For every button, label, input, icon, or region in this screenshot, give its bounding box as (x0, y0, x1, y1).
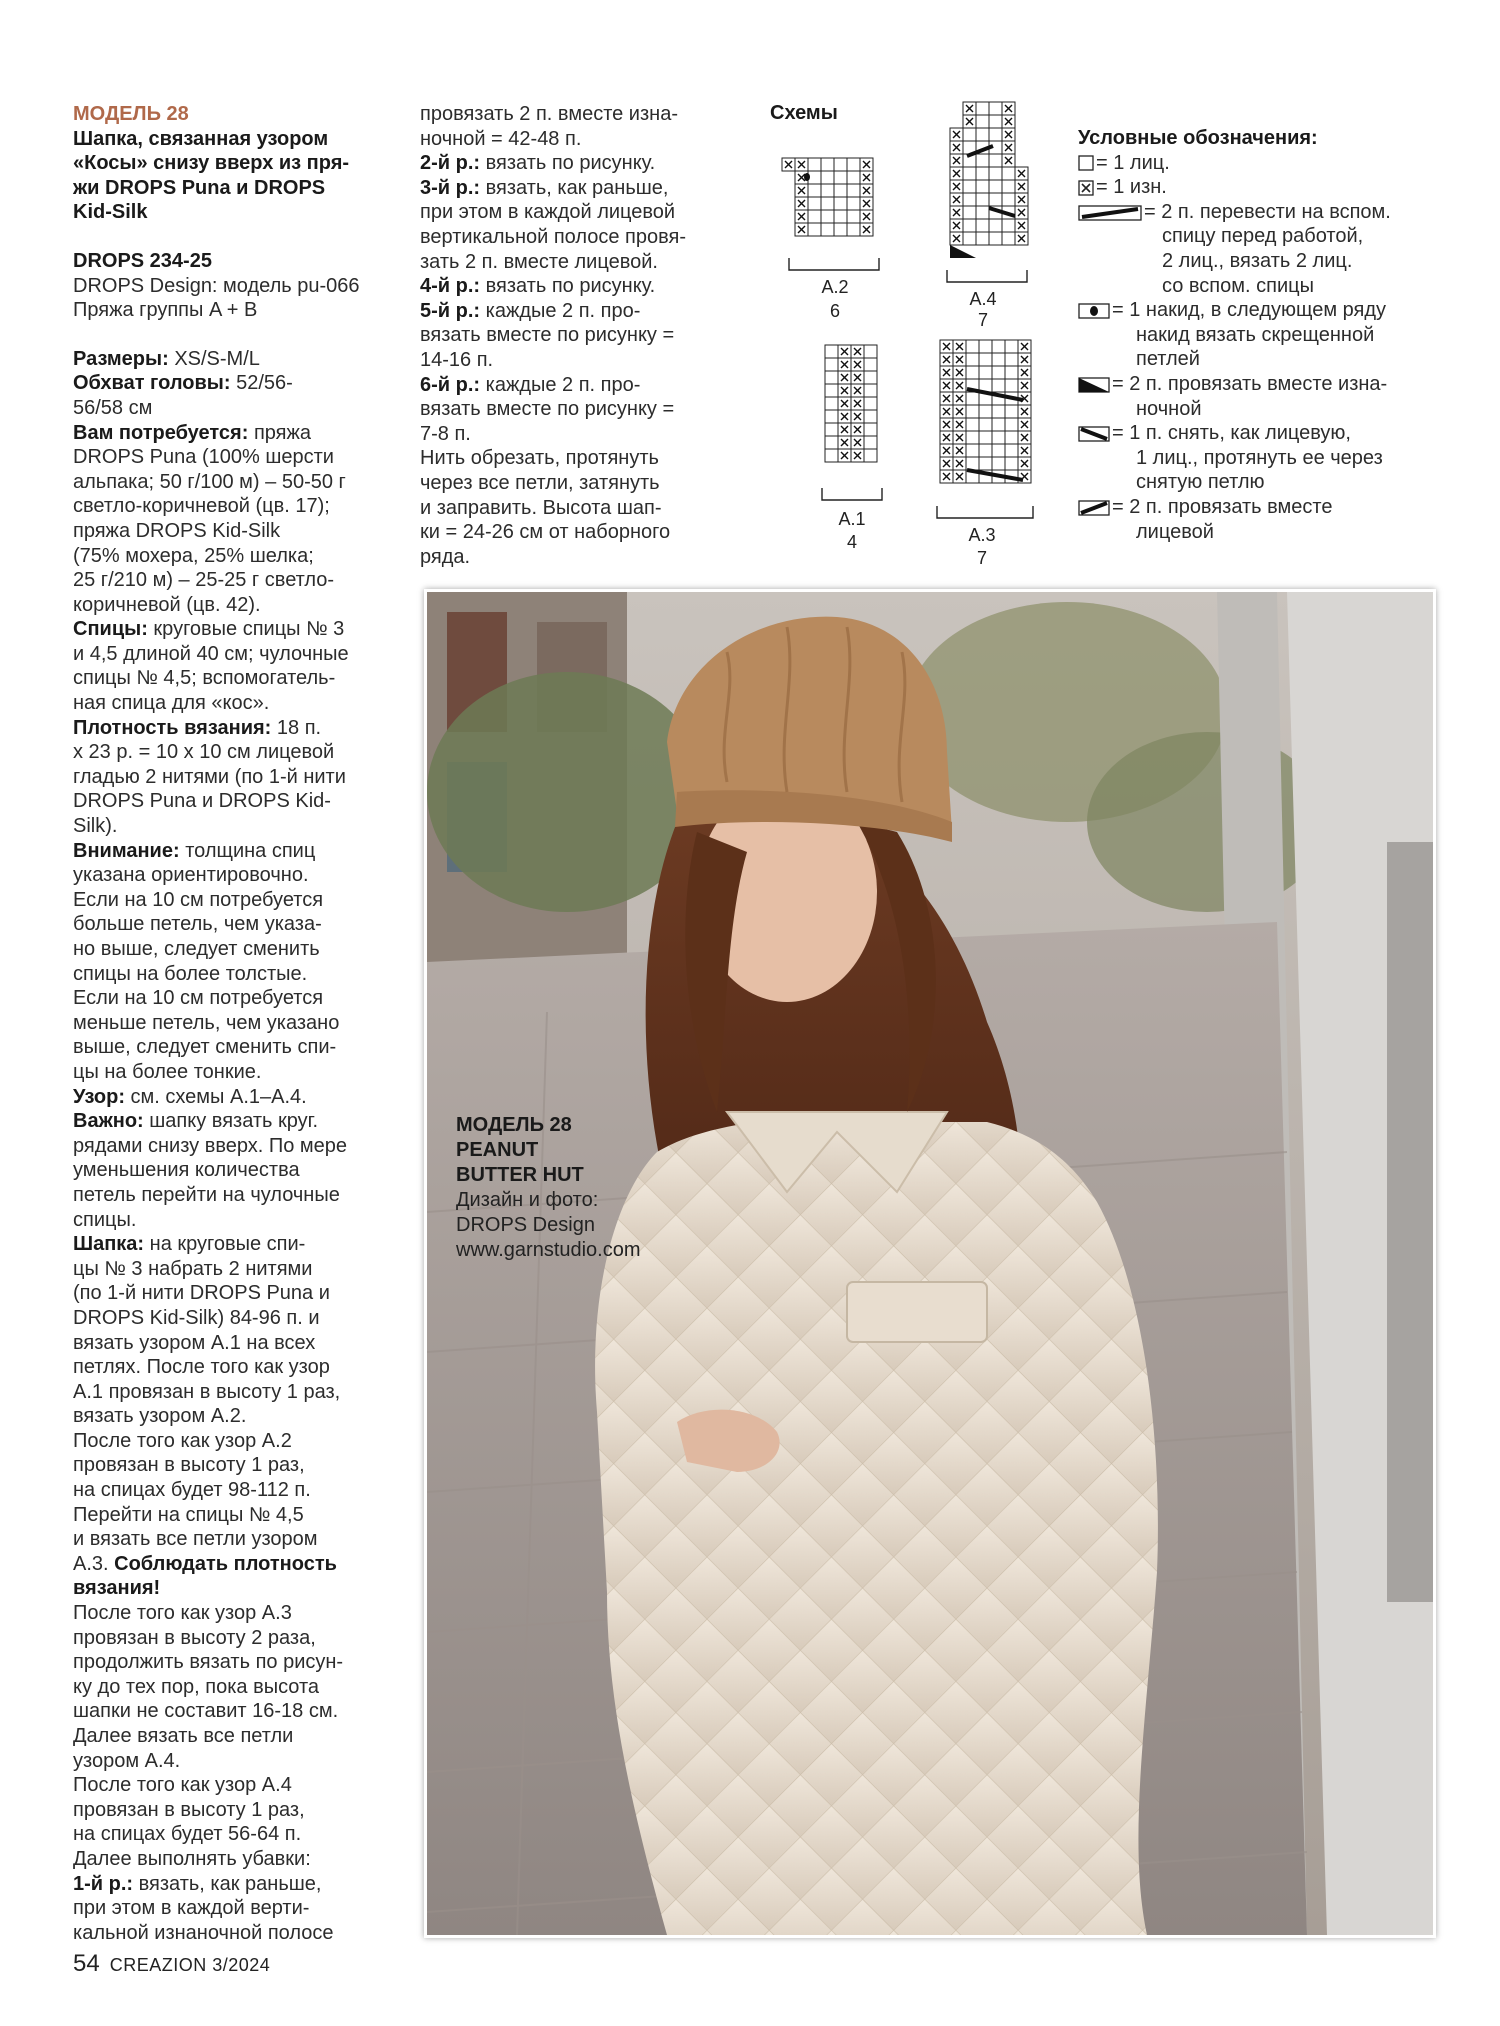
row4-text: вязать по рисунку. (480, 275, 656, 298)
charts-layer (782, 102, 1033, 518)
row5-text: 14-16 п. (420, 348, 494, 371)
after-text: После того как узор A.3 (73, 1602, 292, 1625)
attention-text: выше, следует сменить спи- (73, 1036, 337, 1059)
need-text: альпака; 50 г/100 м) – 50-50 г (73, 470, 346, 493)
chart-a4-mid (950, 128, 1015, 167)
pattern-label: Узор: (73, 1085, 125, 1108)
instructions-column-2 (420, 102, 720, 569)
chart-a3-name: A.3 (968, 525, 996, 545)
need-text: пряжа DROPS Kid-Silk (73, 519, 281, 542)
caption-credit: Дизайн и фото: (456, 1189, 599, 1211)
legend-text: = 1 накид, в следующем ряду (1112, 299, 1387, 322)
cable-symbol-icon (1078, 205, 1142, 221)
finish-text: через все петли, затянуть (420, 471, 660, 494)
caption-website: www.garnstudio.com (456, 1239, 641, 1261)
hat-label: Шапка: (73, 1233, 145, 1256)
need-text: пряжа (248, 421, 312, 444)
magazine-issue: CREAZION 3/2024 (109, 1955, 271, 1975)
need-text: коричневой (цв. 42). (73, 593, 261, 616)
attention-text: Если на 10 см потребуется (73, 987, 324, 1010)
yarn-over-symbol-icon (1078, 303, 1110, 319)
attention-text: толщина спиц (179, 839, 316, 862)
row1-label: 1-й р.: (73, 1872, 134, 1895)
legend (1078, 126, 1438, 544)
photo-caption (456, 1113, 641, 1263)
chart-a3-count: 7 (976, 548, 988, 568)
chart-a2-count: 6 (829, 301, 841, 321)
after-text: шапки не составит 16-18 см. (73, 1700, 339, 1723)
row2-text: вязать по рисунку. (480, 152, 656, 175)
legend-text: петлей (1136, 348, 1200, 371)
needles-text: ная спица для «кос». (73, 692, 270, 715)
yarn-group: Пряжа группы A + B (73, 299, 258, 322)
need-text: (75% мохера, 25% шелка; (73, 544, 314, 567)
pattern-title-line: Шапка, связанная узором (73, 127, 329, 150)
chart-a4-bot (950, 167, 1028, 245)
pattern-title-line: Kid-Silk (73, 201, 148, 224)
row5-text: каждые 2 п. про- (480, 299, 641, 322)
density-label: Плотность вязания: (73, 716, 272, 739)
row3-label: 3-й р.: (420, 176, 481, 199)
legend-purl (1078, 175, 1438, 200)
legend-text: 1 лиц., протянуть ее через (1136, 446, 1383, 469)
after-text: Далее выполнять убавки: (73, 1847, 311, 1870)
k2tog-symbol-icon (1078, 500, 1110, 516)
legend-text: = 2 п. провязать вместе изна- (1112, 372, 1388, 395)
need-text: 25 г/210 м) – 25-25 г светло- (73, 569, 335, 592)
legend-text: = 1 п. снять, как лицевую, (1112, 422, 1351, 445)
skpo-symbol-icon (1078, 426, 1110, 442)
head-value: 56/58 см (73, 396, 153, 419)
row3-text: зать 2 п. вместе лицевой. (420, 250, 658, 273)
after-text: ку до тех пор, пока высота (73, 1675, 320, 1698)
hat-text: После того как узор A.2 (73, 1429, 292, 1452)
important-text: спицы. (73, 1208, 137, 1231)
legend-text: = 2 п. провязать вместе (1112, 495, 1333, 518)
caption-model: МОДЕЛЬ 28 (456, 1114, 572, 1136)
model-label: МОДЕЛЬ 28 (73, 103, 189, 125)
pattern-text: см. схемы A.1–A.4. (124, 1085, 307, 1108)
chart-a1-count: 4 (846, 532, 858, 552)
caption-credit: DROPS Design (456, 1214, 595, 1236)
legend-cable (1078, 200, 1438, 298)
caption-name: PEANUT (456, 1139, 539, 1161)
row5-label: 5-й р.: (420, 299, 481, 322)
row6-text: 7-8 п. (420, 422, 471, 445)
needles-text: спицы № 4,5; вспомогатель- (73, 667, 336, 690)
knitting-charts (765, 100, 1065, 580)
row1-text: кальной изнаночной полосе (73, 1921, 334, 1944)
chart-a2-extra (782, 158, 795, 171)
sizes-label: Размеры: (73, 347, 169, 370)
density-warning: вязания! (73, 1577, 161, 1600)
row1-text: вязать, как раньше, (133, 1872, 322, 1895)
after-text: провязан в высоту 1 раз, (73, 1798, 305, 1821)
legend-text: 2 лиц., вязать 2 лиц. (1162, 249, 1353, 272)
attention-text: больше петель, чем указа- (73, 913, 322, 936)
pattern-title-line: жи DROPS Puna и DROPS (73, 176, 326, 199)
legend-yarnover (1078, 298, 1438, 372)
legend-k2tog (1078, 495, 1438, 544)
row3-text: вертикальной полосе провя- (420, 225, 687, 248)
row5-text: вязать вместе по рисунку = (420, 324, 675, 347)
pattern-code: DROPS 234-25 (73, 249, 212, 272)
head-label: Обхват головы: (73, 372, 231, 395)
legend-text: = 1 лиц. (1096, 151, 1170, 174)
model-photo (424, 589, 1436, 1938)
finish-text: ки = 24-26 см от наборного (420, 521, 671, 544)
hat-text: вязать узором A.1 на всех (73, 1331, 316, 1354)
photo-illustration (427, 592, 1433, 1935)
finish-text: и заправить. Высота шап- (420, 496, 662, 519)
after-text: После того как узор A.4 (73, 1774, 292, 1797)
legend-text: ночной (1136, 397, 1202, 420)
hat-text: на круговые спи- (144, 1233, 306, 1256)
attention-text: цы на более тонкие. (73, 1060, 262, 1083)
chart-a2-name: A.2 (821, 277, 849, 297)
after-text: продолжить вязать по рисун- (73, 1651, 344, 1674)
after-text: Далее вязать все петли (73, 1725, 294, 1747)
hat-text: вязать узором A.2. (73, 1405, 247, 1428)
chart-a4-name: A.4 (969, 289, 997, 309)
chart-a1-name: A.1 (838, 509, 866, 529)
need-label: Вам потребуется: (73, 421, 249, 444)
instructions-column-1 (73, 102, 393, 1945)
chart-a3 (940, 340, 1031, 483)
chart-a4-top (963, 102, 1015, 128)
needles-label: Спицы: (73, 618, 148, 641)
legend-text: = 2 п. перевести на вспом. (1144, 200, 1391, 223)
col2-text: ночной = 42-48 п. (420, 127, 582, 150)
important-text: уменьшения количества (73, 1159, 300, 1182)
pattern-title-line: «Косы» снизу вверх из пря- (73, 152, 350, 175)
page-number: 54 (73, 1950, 100, 1977)
need-text: светло-коричневой (цв. 17); (73, 495, 330, 518)
density-text: Silk). (73, 815, 118, 838)
attention-text: Если на 10 см потребуется (73, 888, 324, 911)
density-text: гладью 2 нитями (по 1-й нити (73, 765, 346, 788)
density-warning: Соблюдать плотность (114, 1552, 337, 1575)
hat-text: провязан в высоту 1 раз, (73, 1454, 305, 1477)
row1-text: при этом в каждой верти- (73, 1897, 310, 1920)
design-line: DROPS Design: модель pu-066 (73, 274, 360, 297)
attention-label: Внимание: (73, 839, 180, 862)
hat-text: петлях. После того как узор (73, 1356, 330, 1379)
hat-text: DROPS Kid-Silk) 84-96 п. и (73, 1306, 320, 1329)
legend-text: спицу перед работой, (1162, 225, 1364, 248)
row3-text: при этом в каждой лицевой (420, 201, 676, 224)
density-text: DROPS Puna и DROPS Kid- (73, 790, 331, 813)
hat-text: цы № 3 набрать 2 нитями (73, 1257, 313, 1280)
row6-text: вязать вместе по рисунку = (420, 398, 675, 421)
hat-text: A.3. (73, 1552, 115, 1575)
attention-text: указана ориентировочно. (73, 864, 309, 887)
chart-a2 (795, 158, 873, 236)
hat-text: A.1 провязан в высоту 1 раз, (73, 1380, 341, 1403)
needles-text: круговые спицы № 3 (147, 618, 345, 641)
finish-text: Нить обрезать, протянуть (420, 447, 659, 470)
finish-text: ряда. (420, 545, 471, 568)
purl-symbol-icon (1078, 180, 1094, 196)
knit-symbol-icon (1078, 155, 1094, 171)
col2-text: провязать 2 п. вместе изна- (420, 103, 678, 125)
attention-text: спицы на более толстые. (73, 962, 308, 985)
attention-text: меньше петель, чем указано (73, 1011, 340, 1034)
hat-text: Перейти на спицы № 4,5 (73, 1503, 304, 1526)
row6-label: 6-й р.: (420, 373, 481, 396)
after-text: провязан в высоту 2 раза, (73, 1626, 316, 1649)
legend-text: лицевой (1136, 520, 1214, 543)
page-footer (73, 1950, 270, 1978)
important-text: рядами снизу вверх. По мере (73, 1134, 348, 1157)
after-text: узором A.4. (73, 1749, 181, 1772)
sizes-value: XS/S-M/L (168, 347, 260, 370)
need-text: DROPS Puna (100% шерсти (73, 446, 334, 469)
hat-text: на спицах будет 98-112 п. (73, 1479, 311, 1502)
legend-knit (1078, 151, 1438, 176)
legend-text: со вспом. спицы (1162, 274, 1314, 297)
hat-text: и вязать все петли узором (73, 1528, 318, 1551)
legend-text: накид вязать скрещенной (1136, 323, 1375, 346)
row6-text: каждые 2 п. про- (480, 373, 641, 396)
p2tog-symbol-icon (1078, 377, 1110, 393)
important-text: петель перейти на чулочные (73, 1183, 340, 1206)
density-text: 18 п. (271, 716, 322, 739)
important-label: Важно: (73, 1110, 144, 1133)
row4-label: 4-й р.: (420, 275, 481, 298)
legend-text: = 1 изн. (1096, 176, 1167, 199)
legend-p2tog (1078, 372, 1438, 421)
head-value: 52/56- (230, 372, 293, 395)
legend-title: Условные обозначения: (1078, 127, 1318, 149)
important-text: шапку вязать круг. (143, 1110, 319, 1133)
caption-name: BUTTER HUT (456, 1164, 584, 1186)
schemes-title: Схемы (770, 102, 838, 124)
legend-text: снятую петлю (1136, 471, 1265, 494)
chart-a4-count: 7 (977, 310, 989, 330)
row2-label: 2-й р.: (420, 152, 481, 175)
hat-text: (по 1-й нити DROPS Puna и (73, 1282, 330, 1305)
legend-skpo (1078, 421, 1438, 495)
needles-text: и 4,5 длиной 40 см; чулочные (73, 642, 349, 665)
attention-text: но выше, следует сменить (73, 938, 320, 960)
chart-a1 (825, 345, 877, 462)
after-text: на спицах будет 56-64 п. (73, 1823, 302, 1846)
density-text: х 23 р. = 10 х 10 см лицевой (73, 741, 335, 764)
row3-text: вязать, как раньше, (480, 176, 669, 199)
